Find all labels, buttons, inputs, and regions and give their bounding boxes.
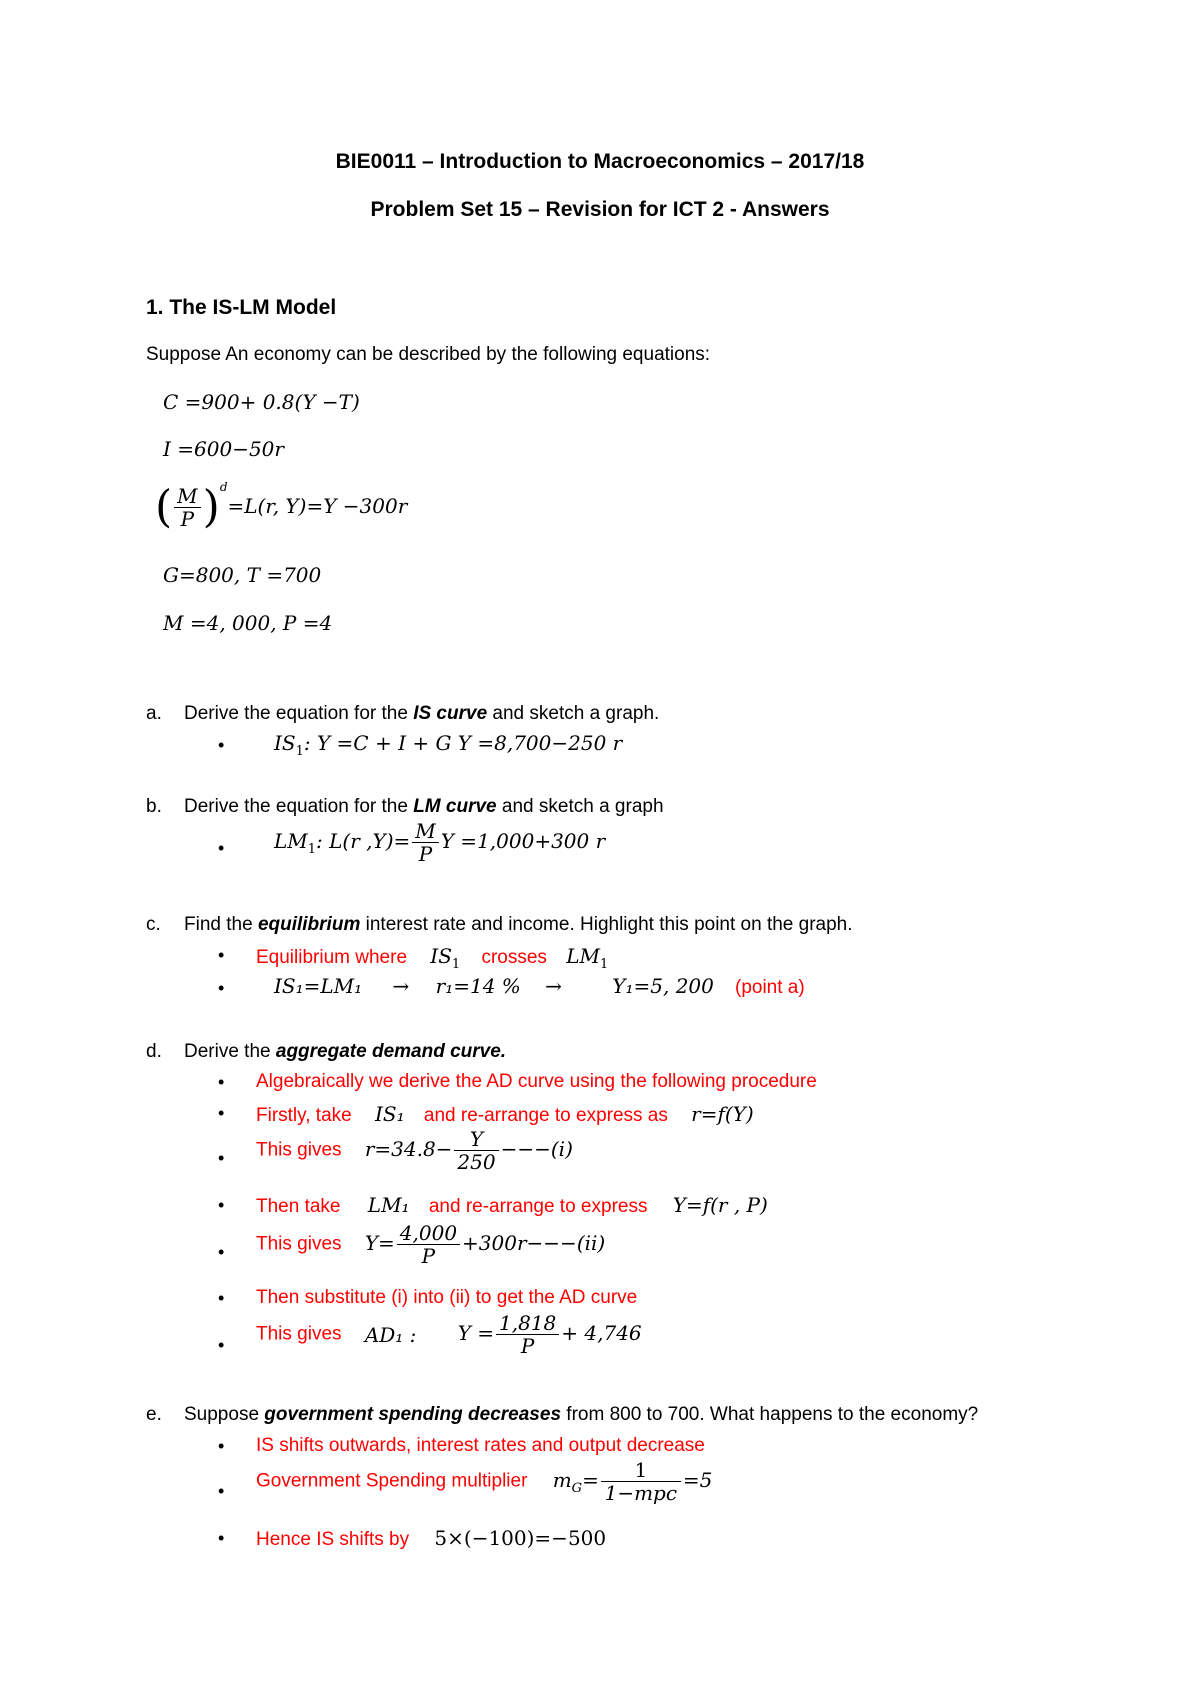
bullet-icon: •	[218, 1481, 225, 1501]
equation-gov-tax: G=800, T =700	[163, 563, 322, 587]
question-c-text: Find the equilibrium interest rate and income. Highlight this point on the graph.	[184, 914, 853, 935]
question-b-text: Derive the equation for the LM curve and sketch a graph	[184, 796, 664, 817]
bullet-icon: •	[218, 1103, 225, 1123]
answer-b-lm-curve: $LM_1$: L(r ,Y)= $\frac{M}{P}$ Y =1,000+300 r	[274, 819, 606, 866]
equation-investment: I =600−50r	[163, 437, 284, 461]
question-a-text: Derive the equation for the IS curve and sketch a graph.	[184, 703, 660, 724]
answer-d-line7: This gives AD₁ : Y = $\frac{1,818}{P}$ + 4,746	[256, 1311, 642, 1358]
question-c-letter: c.	[146, 914, 161, 935]
bullet-icon: •	[218, 1436, 225, 1456]
question-e-text: Suppose government spending decreases from 800 to 700. What happens to the economy?	[184, 1404, 979, 1425]
equation-consumption: C =900+ 0.8(Y −T)	[163, 390, 360, 414]
money-fraction: $\frac{M}{P}$	[174, 485, 200, 530]
bullet-icon: •	[218, 1148, 225, 1168]
document-subtitle: Problem Set 15 – Revision for ICT 2 - Answers	[370, 198, 830, 221]
bullet-icon: •	[218, 1335, 225, 1355]
answer-d-line6: Then substitute (i) into (ii) to get the AD curve	[256, 1287, 638, 1308]
bullet-icon: •	[218, 945, 225, 965]
answer-d-line2: Firstly, take IS₁ and re-arrange to express as r=f(Y)	[256, 1102, 754, 1126]
bullet-icon: •	[218, 1528, 225, 1548]
equation-money-price: M =4, 000, P =4	[163, 611, 333, 635]
bullet-icon: •	[218, 1242, 225, 1262]
answer-d-line4: Then take LM₁ and re-arrange to express Y=f(r , P)	[256, 1193, 768, 1217]
answer-d-line1: Algebraically we derive the AD curve using the following procedure	[256, 1071, 817, 1092]
question-e-letter: e.	[146, 1404, 162, 1425]
question-b-letter: b.	[146, 796, 162, 817]
question-a-letter: a.	[146, 703, 162, 724]
point-a-label: (point a)	[735, 977, 805, 998]
bullet-icon: •	[218, 735, 225, 755]
bullet-icon: •	[218, 1195, 225, 1215]
document-title: BIE0011 – Introduction to Macroeconomics – 2017/18	[335, 150, 865, 173]
bullet-icon: •	[218, 978, 225, 998]
answer-d-line3: This gives r=34.8− $\frac{Y}{250}$ −−−(i)	[256, 1127, 573, 1174]
answer-e-line1: IS shifts outwards, interest rates and output decrease	[256, 1435, 705, 1456]
bullet-icon: •	[218, 1288, 225, 1308]
bullet-icon: •	[218, 838, 225, 858]
answer-e-line2: Government Spending multiplier $m_G=$ $\frac{1}{\text{1−mpc}}$ =5	[256, 1458, 713, 1505]
question-d-text: Derive the aggregate demand curve.	[184, 1041, 507, 1062]
section-intro: Suppose An economy can be described by the following equations:	[146, 344, 711, 365]
answer-c-line1: Equilibrium where $IS_1$ crosses $LM_1$	[256, 944, 609, 972]
equation-money-demand: ( $\frac{M}{P}$ )$^d$=L(r, Y)=Y −300r	[155, 480, 408, 533]
answer-d-line5: This gives Y= $\frac{4,000}{P}$ +300r−−−(ii)	[256, 1221, 606, 1268]
section-heading: 1. The IS-LM Model	[146, 296, 337, 319]
bullet-icon: •	[218, 1072, 225, 1092]
answer-e-line3: Hence IS shifts by 5×(−100)=−500	[256, 1526, 607, 1550]
answer-a-is-curve: $IS_1$: Y =C + I + G Y =8,700−250 r	[274, 731, 623, 759]
question-d-letter: d.	[146, 1041, 162, 1062]
answer-c-equilibrium: IS₁=LM₁ → r₁=14 % → Y₁=5, 200	[274, 974, 714, 998]
